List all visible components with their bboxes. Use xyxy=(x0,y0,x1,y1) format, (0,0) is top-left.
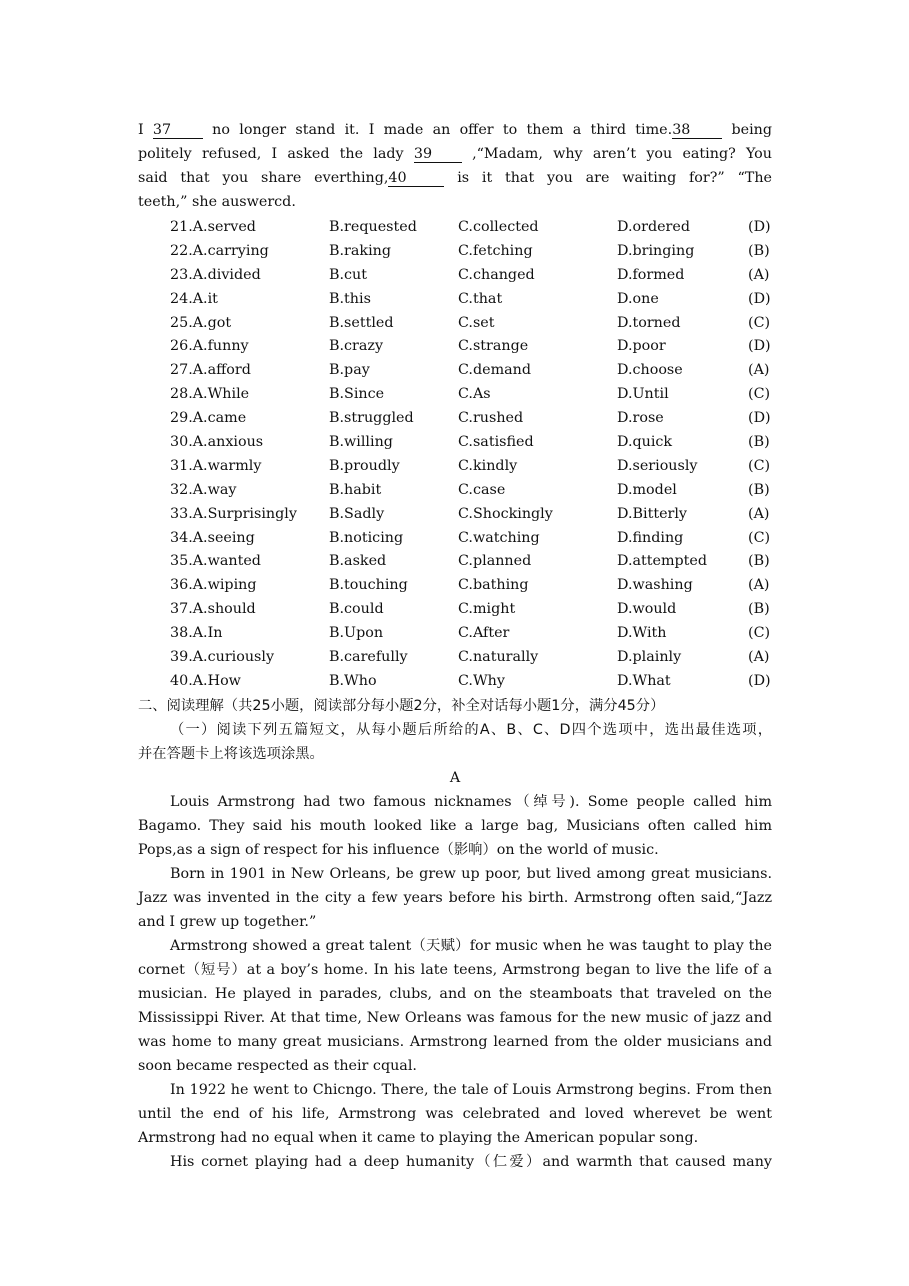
option-a: 39.A.curiously xyxy=(170,649,275,666)
option-d: D.Until xyxy=(617,386,669,403)
option-c: C.planned xyxy=(458,553,532,570)
option-a: 29.A.came xyxy=(170,410,247,427)
option-b: B.asked xyxy=(329,553,387,570)
option-b: B.Sadly xyxy=(329,505,385,522)
option-a: 25.A.got xyxy=(170,314,232,331)
option-a: 33.A.Surprisingly xyxy=(170,505,297,522)
option-a: 37.A.should xyxy=(170,601,256,618)
option-row xyxy=(138,550,772,574)
option-row xyxy=(138,240,772,264)
option-c: C.Why xyxy=(458,672,505,689)
option-c: C.kindly xyxy=(458,457,518,474)
option-c: C.that xyxy=(458,290,503,307)
option-c: C.collected xyxy=(458,219,539,235)
option-d: D.formed xyxy=(617,266,685,283)
option-d: D.What xyxy=(617,672,671,689)
option-a: 21.A.served xyxy=(170,219,256,235)
option-b: B.struggled xyxy=(329,410,414,427)
document-page xyxy=(138,118,772,1174)
answer-key: (D) xyxy=(748,338,771,355)
option-b: B.noticing xyxy=(329,529,404,546)
option-a: 23.A.divided xyxy=(170,266,261,283)
section-heading: 二、阅读理解（共25小题，阅读部分每小题2分，补全对话每小题1分，满分45分） xyxy=(138,697,665,714)
option-row xyxy=(138,622,772,646)
option-d: D.ordered xyxy=(617,219,690,235)
option-row xyxy=(138,455,772,479)
option-d: D.would xyxy=(617,601,677,618)
option-d: D.rose xyxy=(617,410,664,427)
option-c: C.might xyxy=(458,601,516,618)
paragraph: Louis Armstrong had two famous nicknames（绰号). Some people called him Bagamo. They said his mouth looked like a large bag, Musicians often called him Pops,as a sign of respect for his influence（影响）on the world of music. xyxy=(138,793,772,858)
option-a: 22.A.carrying xyxy=(170,242,269,259)
option-c: C.rushed xyxy=(458,410,524,427)
answer-key: (B) xyxy=(748,242,770,259)
paragraph: Armstrong showed a great talent（天赋）for music when he was taught to play the cornet（短号）at a boy’s home. In his late teens, Armstrong began to live the life of a musician. He played in parades, clubs, and on the steamboats that traveled on the Mississippi River. At that time, New Orleans was famous for the new music of jazz and was home to many great musicians. Armstrong learned from the older musicians and soon became respected as their cqual. xyxy=(138,937,772,1074)
option-row xyxy=(138,431,772,455)
option-b: B.could xyxy=(329,601,384,618)
option-d: D.plainly xyxy=(617,649,682,666)
option-row xyxy=(138,359,772,383)
option-b: B.settled xyxy=(329,314,394,331)
option-b: B.carefully xyxy=(329,649,408,666)
answer-key: (A) xyxy=(748,649,770,666)
option-b: B.touching xyxy=(329,577,408,594)
option-d: D.bringing xyxy=(617,242,695,259)
option-b: B.requested xyxy=(329,219,417,235)
option-row xyxy=(138,288,772,312)
option-c: C.After xyxy=(458,625,510,642)
answer-key: (A) xyxy=(748,362,770,379)
option-row xyxy=(138,479,772,503)
option-d: D.With xyxy=(617,625,667,642)
answer-key: (D) xyxy=(748,290,771,307)
option-d: D.poor xyxy=(617,338,666,355)
option-row xyxy=(138,646,772,670)
option-a: 32.A.way xyxy=(170,481,237,498)
option-b: B.habit xyxy=(329,481,382,498)
answer-key: (C) xyxy=(748,314,771,331)
option-row xyxy=(138,407,772,431)
option-row xyxy=(138,598,772,622)
option-d: D.seriously xyxy=(617,457,698,474)
option-b: B.raking xyxy=(329,242,392,259)
option-a: 26.A.funny xyxy=(170,338,249,355)
option-b: B.willing xyxy=(329,434,393,451)
option-a: 38.A.In xyxy=(170,625,223,642)
option-b: B.this xyxy=(329,290,371,307)
answer-key: (D) xyxy=(748,410,771,427)
answer-key: (D) xyxy=(748,219,771,235)
option-d: D.washing xyxy=(617,577,693,594)
cloze-passage-end xyxy=(138,118,772,214)
option-d: D.finding xyxy=(617,529,684,546)
option-c: C.bathing xyxy=(458,577,529,594)
reading-passage-a xyxy=(138,790,772,1174)
answer-key: (B) xyxy=(748,553,770,570)
blank-40: 40 xyxy=(388,170,444,187)
option-b: B.cut xyxy=(329,266,368,283)
option-c: C.demand xyxy=(458,362,532,379)
paragraph: Born in 1901 in New Orleans, be grew up poor, but lived among great musicians. Jazz was invented in the city a few years before his birth. Armstrong often said,“Jazz and I grew up together.” xyxy=(138,865,772,930)
passage-line: I 37 no longer stand it. I made an offer to them a third time.38 being xyxy=(138,122,772,138)
option-c: C.strange xyxy=(458,338,529,355)
answer-key: (D) xyxy=(748,672,771,689)
option-c: C.watching xyxy=(458,529,540,546)
passage-line: politely refused, I asked the lady 39 ,“Madam, why aren’t you eating? You xyxy=(138,146,772,162)
option-row xyxy=(138,670,772,694)
option-b: B.Upon xyxy=(329,625,384,642)
option-c: C.naturally xyxy=(458,649,539,666)
option-c: C.Shockingly xyxy=(458,505,553,522)
option-d: D.quick xyxy=(617,434,673,451)
option-d: D.torned xyxy=(617,314,681,331)
option-c: C.satisfied xyxy=(458,434,534,451)
answer-key: (C) xyxy=(748,625,771,642)
option-row xyxy=(138,383,772,407)
option-d: D.choose xyxy=(617,362,683,379)
option-row xyxy=(138,312,772,336)
option-a: 34.A.seeing xyxy=(170,529,255,546)
option-a: 27.A.afford xyxy=(170,362,251,379)
answer-key: (A) xyxy=(748,505,770,522)
option-c: C.fetching xyxy=(458,242,533,259)
passage-line: said that you share everthing,40 is it that you are waiting for?” “The xyxy=(138,170,772,186)
paragraph: His cornet playing had a deep humanity（仁爱）and warmth that caused many xyxy=(170,1153,772,1170)
option-a: 35.A.wanted xyxy=(170,553,261,570)
option-row xyxy=(138,335,772,359)
answer-key: (B) xyxy=(748,481,770,498)
option-row xyxy=(138,216,772,240)
section-2 xyxy=(138,694,772,790)
option-a: 31.A.warmly xyxy=(170,457,262,474)
option-b: B.Who xyxy=(329,672,377,689)
option-c: C.changed xyxy=(458,266,535,283)
answer-key: (A) xyxy=(748,266,770,283)
answer-key: (C) xyxy=(748,529,771,546)
option-c: C.case xyxy=(458,481,506,498)
option-row xyxy=(138,527,772,551)
blank-37: 37 xyxy=(153,122,203,139)
option-c: C.As xyxy=(458,386,491,403)
option-a: 40.A.How xyxy=(170,672,241,689)
blank-39: 39 xyxy=(414,146,462,163)
blank-38: 38 xyxy=(672,122,722,139)
answer-key: (B) xyxy=(748,434,770,451)
section-instructions-cont: 并在答题卡上将该选项涂黑。 xyxy=(138,745,324,762)
option-d: D.model xyxy=(617,481,677,498)
option-row xyxy=(138,264,772,288)
passage-label: A xyxy=(449,769,461,786)
option-a: 36.A.wiping xyxy=(170,577,257,594)
passage-line: teeth,” she auswercd. xyxy=(138,194,296,210)
option-c: C.set xyxy=(458,314,495,331)
option-row xyxy=(138,574,772,598)
answer-key: (A) xyxy=(748,577,770,594)
option-b: B.crazy xyxy=(329,338,384,355)
option-a: 28.A.While xyxy=(170,386,250,403)
option-a: 24.A.it xyxy=(170,290,218,307)
section-instructions: （一）阅读下列五篇短文，从每小题后所给的A、B、C、D四个选项中，选出最佳选项， xyxy=(170,721,772,738)
paragraph: In 1922 he went to Chicngo. There, the tale of Louis Armstrong begins. From then until the end of his life, Armstrong was celebrated and loved wherevet be went Armstrong had no equal when it came to playing the American popular song. xyxy=(138,1081,772,1146)
option-d: D.Bitterly xyxy=(617,505,688,522)
answer-key: (C) xyxy=(748,457,771,474)
option-b: B.pay xyxy=(329,362,370,379)
answer-key: (C) xyxy=(748,386,771,403)
option-d: D.attempted xyxy=(617,553,708,570)
option-d: D.one xyxy=(617,290,659,307)
option-row xyxy=(138,503,772,527)
answer-key: (B) xyxy=(748,601,770,618)
options-table xyxy=(138,216,772,694)
option-b: B.proudly xyxy=(329,457,400,474)
option-b: B.Since xyxy=(329,386,385,403)
option-a: 30.A.anxious xyxy=(170,434,264,451)
